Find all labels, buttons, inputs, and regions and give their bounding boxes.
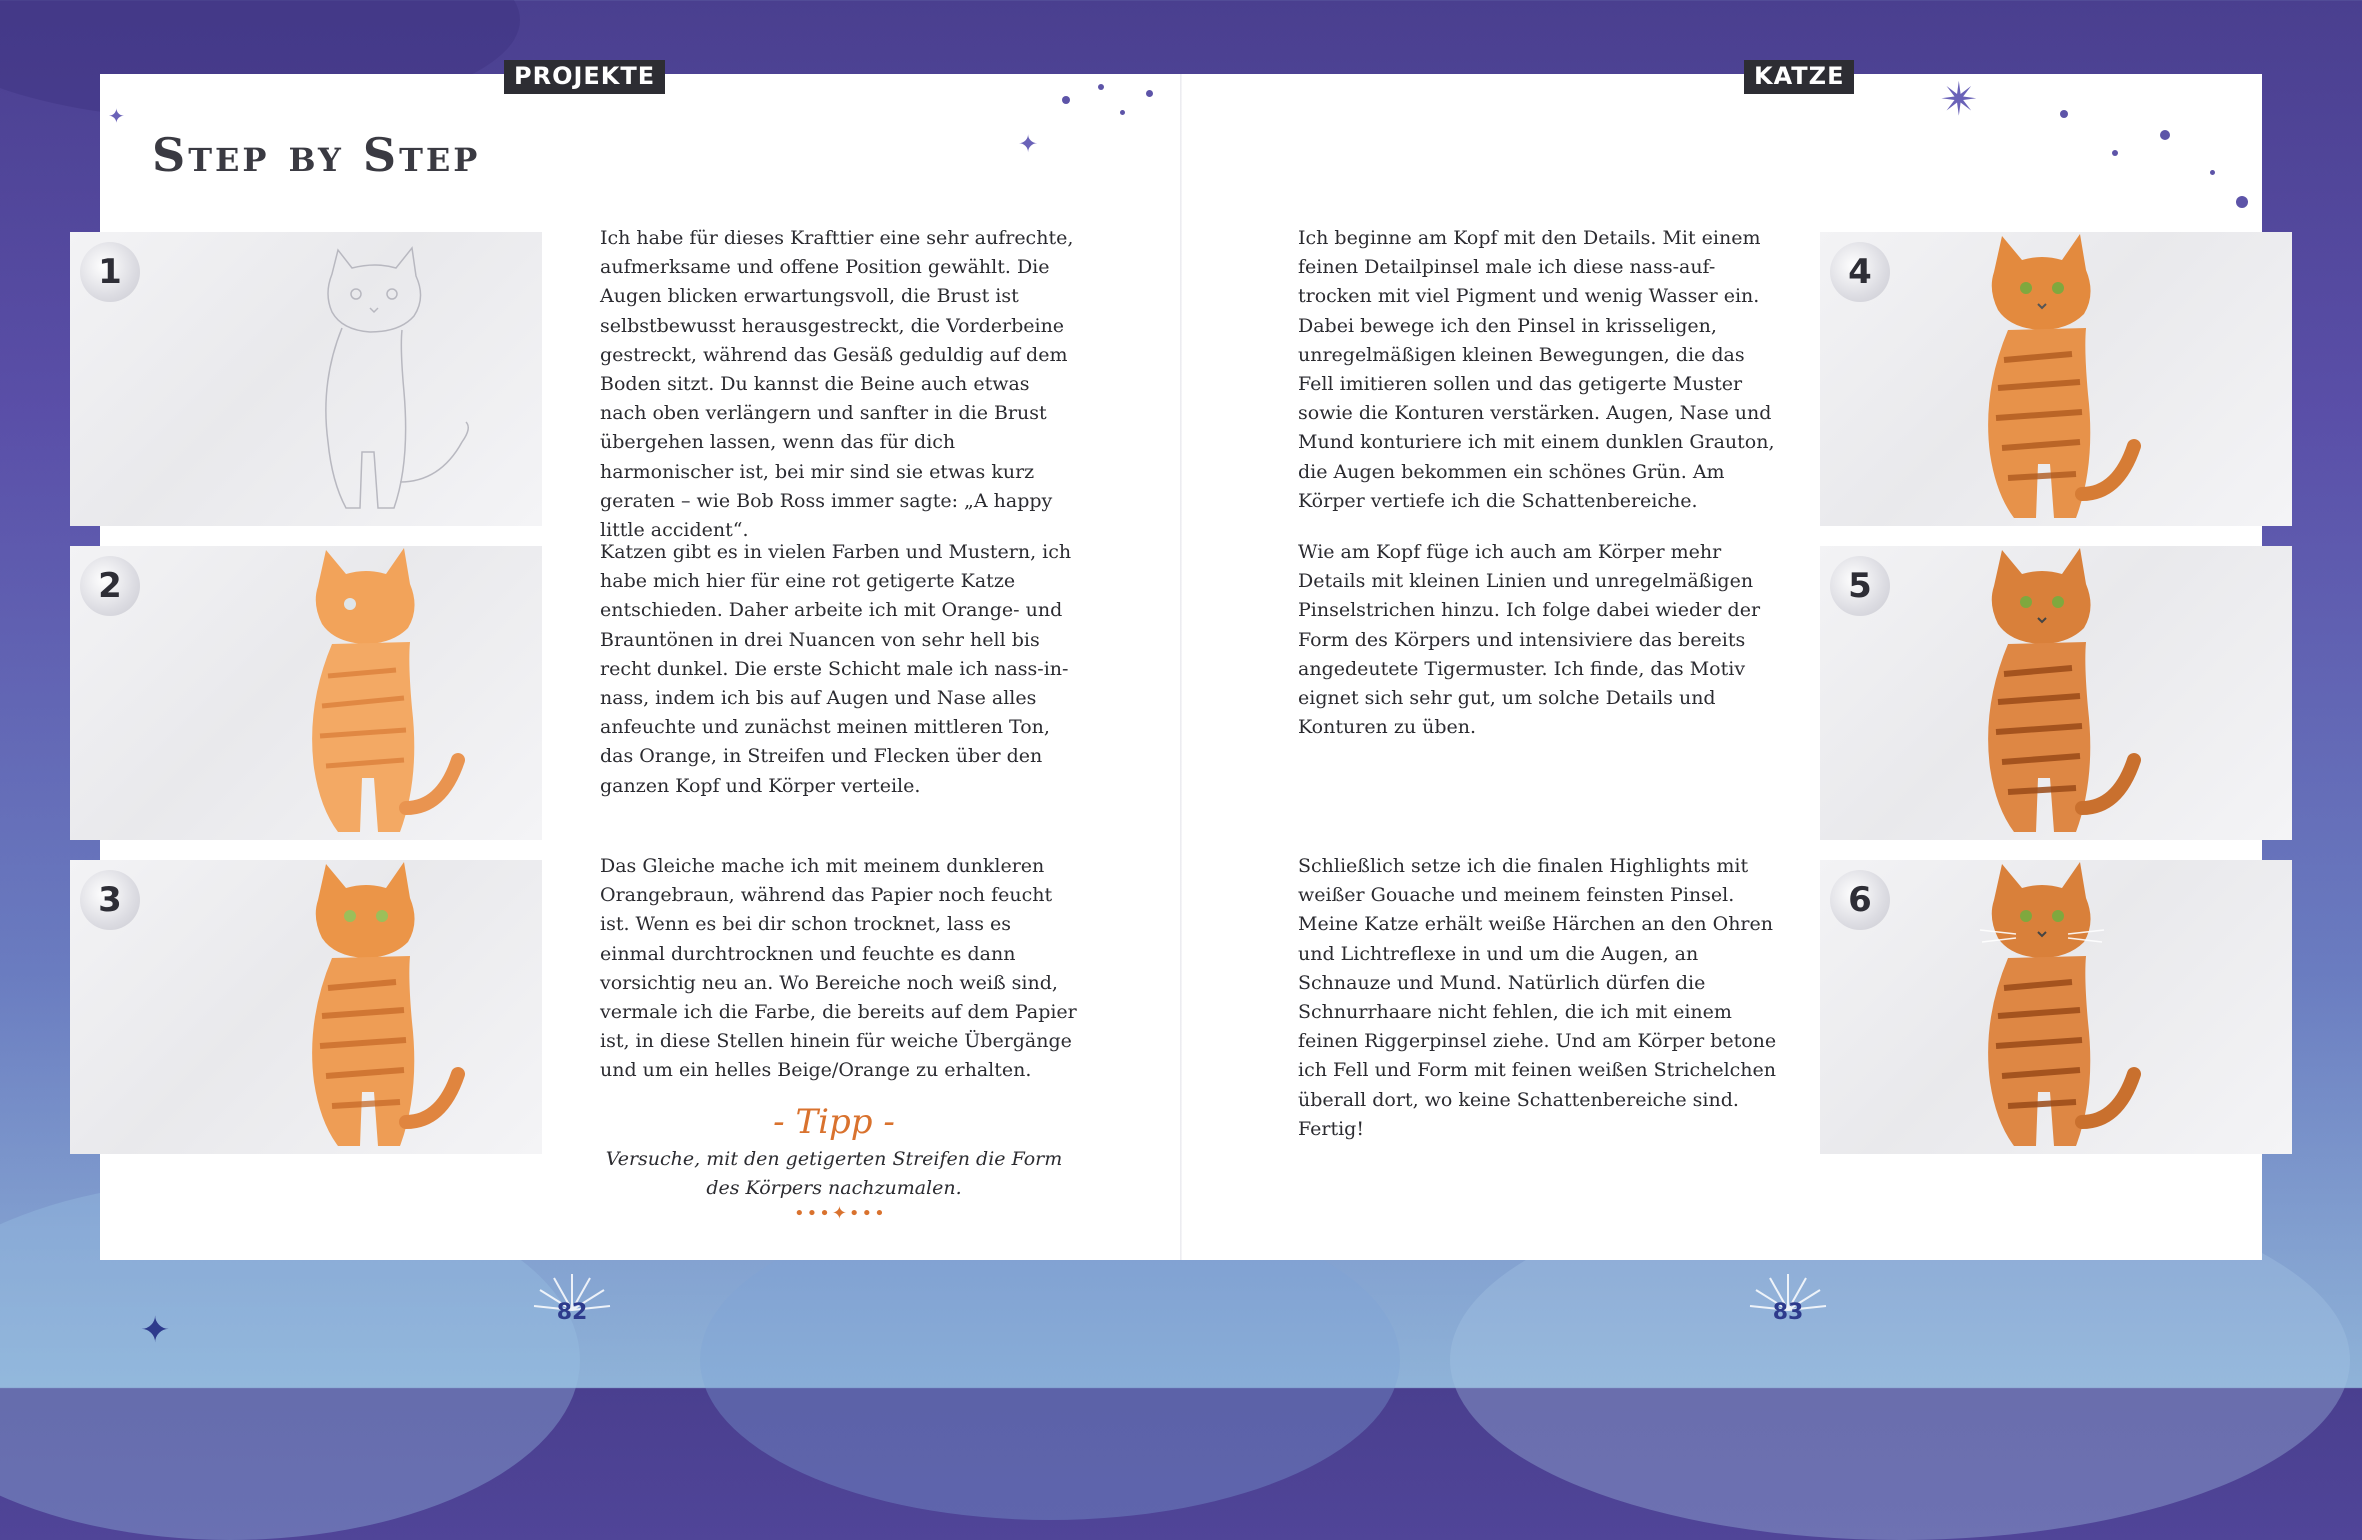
page-title: Step by Step bbox=[152, 128, 481, 182]
sparkle-icon: ✦ bbox=[108, 104, 125, 128]
step-photo-1 bbox=[70, 232, 542, 526]
step-number-badge: 2 bbox=[80, 556, 140, 616]
paint-splatter bbox=[1098, 84, 1104, 90]
section-tag-katze: KATZE bbox=[1744, 60, 1854, 94]
step-photo-4 bbox=[1820, 232, 2292, 526]
step-photo-3 bbox=[70, 860, 542, 1154]
tip-heading: - Tipp - bbox=[773, 1102, 895, 1142]
spine bbox=[1180, 74, 1182, 1260]
cat-painting-illustration bbox=[1820, 546, 2292, 840]
step-number-badge: 3 bbox=[80, 870, 140, 930]
step-photo-2 bbox=[70, 546, 542, 840]
paint-splatter bbox=[1062, 96, 1070, 104]
step-number-badge: 6 bbox=[1830, 870, 1890, 930]
cat-painting-illustration bbox=[1820, 232, 2292, 526]
tip-text: Versuche, mit den getigerten Streifen die Form des Körpers nachzumalen. bbox=[605, 1148, 1063, 1199]
step-number-badge: 4 bbox=[1830, 242, 1890, 302]
paint-splatter bbox=[1120, 110, 1125, 115]
paint-splatter bbox=[2210, 170, 2215, 175]
step-number-badge: 1 bbox=[80, 242, 140, 302]
step-4-text: Ich beginne am Kopf mit den Details. Mit einem feinen Detailpinsel male ich diese nass-auf-trocken mit viel Pigment und wenig Wasser ein. Dabei bewege ich den Pinsel in krisseligen, unregelmäßigen kleinen Bewegungen, die das Fell imitieren sollen und das getigerte Muster sowie die Konturen verstärken. Augen, Nase und Mund konturiere ich mit einem dunklen Grauton, die Augen bekommen ein schönes Grün. Am Körper vertiefe ich die Schattenbereiche. bbox=[1298, 227, 1775, 512]
step-5-text: Wie am Kopf füge ich auch am Körper mehr Details mit kleinen Linien und unregelmäßigen Pinselstrichen hinzu. Ich folge dabei wieder der Form des Körpers und intensiviere das bereits angedeutete Tigermuster. Ich finde, das Motiv eignet sich sehr gut, um solche Details und Konturen zu üben. bbox=[1298, 541, 1761, 739]
cat-painting-illustration bbox=[70, 546, 542, 840]
step-number-badge: 5 bbox=[1830, 556, 1890, 616]
step-photo-5 bbox=[1820, 546, 2292, 840]
sparkle-icon: ✴ bbox=[1940, 72, 1979, 126]
step-1-text: Ich habe für dieses Krafttier eine sehr aufrechte, aufmerksame und offene Position gewählt. Die Augen blicken erwartungsvoll, die Brust ist selbstbewusst herausgestreckt, die Vorderbeine gestreckt, während das Gesäß geduldig auf dem Boden sitzt. Du kannst die Beine auch etwas nach oben verlängern und sanfter in die Brust übergehen lassen, wenn das für dich harmonischer ist, bei mir sind sie etwas kurz geraten – wie Bob Ross immer sagte: „A happy little accident“. bbox=[600, 227, 1074, 542]
page-number-left: 82 bbox=[556, 1300, 588, 1325]
page-number-right: 83 bbox=[1772, 1300, 1804, 1325]
step-6-text: Schließlich setze ich die finalen Highlights mit weißer Gouache und meinem feinsten Pinsel. Meine Katze erhält weiße Härchen an den Ohren und Lichtreflexe in und um die Augen, an Schnauze und Mund. Natürlich dürfen die Schnurrhaare nicht fehlen, die ich mit einem feinen Riggerpinsel ziehe. Und am Körper betone ich Fell und Form mit feinen weißen Strichelchen überall dort, wo keine Schattenbereiche sind. Fertig! bbox=[1298, 855, 1777, 1140]
cat-painting-illustration bbox=[1820, 860, 2292, 1154]
paint-splatter bbox=[2236, 196, 2248, 208]
cat-sketch-illustration bbox=[70, 232, 542, 526]
paint-splatter bbox=[2060, 110, 2068, 118]
sparkle-icon: ✦ bbox=[1018, 130, 1039, 158]
step-3-text: Das Gleiche mache ich mit meinem dunkleren Orangebraun, während das Papier noch feucht ist. Wenn es bei dir schon trocknet, lass es einmal durchtrocknen und feuchte es dann vorsichtig neu an. Wo Bereiche noch weiß sind, vermale ich die Farbe, die bereits auf dem Papier ist, in diese Stellen hinein für weiche Übergänge und um ein helles Beige/Orange zu erhalten. bbox=[600, 855, 1077, 1082]
section-tag-projekte: PROJEKTE bbox=[504, 60, 665, 94]
step-2-text: Katzen gibt es in vielen Farben und Mustern, ich habe mich hier für eine rot getigerte Katze entschieden. Daher arbeite ich mit Orange- und Brauntönen in drei Nuancen von sehr hell bis recht dunkel. Die erste Schicht male ich nass-in-nass, indem ich bis auf Augen und Nase alles anfeuchte und zunächst meinen mittleren Ton, das Orange, in Streifen und Flecken über den ganzen Kopf und Körper verteile. bbox=[600, 541, 1072, 797]
cat-painting-illustration bbox=[70, 860, 542, 1154]
tip-ornament: •••✦••• bbox=[794, 1203, 887, 1224]
paint-splatter bbox=[2160, 130, 2170, 140]
step-photo-6 bbox=[1820, 860, 2292, 1154]
sparkle-icon: ✦ bbox=[140, 1310, 171, 1351]
paint-splatter bbox=[2112, 150, 2118, 156]
paint-splatter bbox=[1146, 90, 1153, 97]
